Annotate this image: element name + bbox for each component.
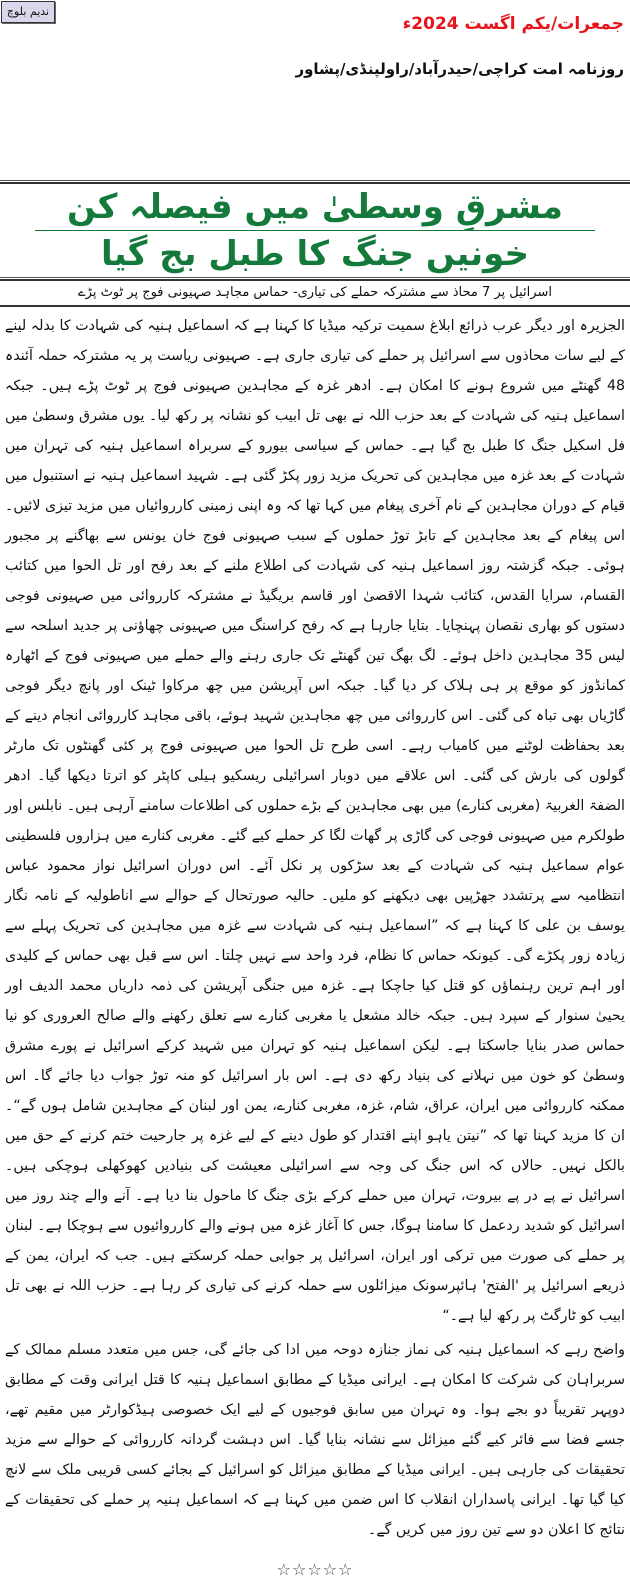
headline-line-2: خونیں جنگ کا طبل بج گیا	[101, 234, 529, 274]
page-header	[0, 0, 630, 180]
headline-line-1: مشرقِ وسطیٰ میں فیصلہ کن	[67, 187, 563, 227]
article-body	[0, 307, 630, 1545]
article-paragraph: واضح رہے کہ اسماعیل ہنیہ کی نماز جنازہ دوحہ میں ادا کی جائے گی، جس میں متعدد مسلم ممالک کے سربراہان کی شرکت کا امکان ہے۔ ایرانی میڈیا کے مطابق اسماعیل ہنیہ کا قتل ایرانی وقت کے مطابق دوپہر تقریباً دو بجے ہوا۔ وہ تہران میں سابق فوجیوں کے لیے ایک خصوصی ہیڈکوارٹر میں مقیم تھے، جسے فضا سے فائر کیے گئے میزائل سے نشانہ بنایا گیا۔ اس دہشت گردانہ کارروائی کے حوالے سے مزید تحقیقات کی جارہی ہیں۔ ایرانی میڈیا کے مطابق میزائل کو اسرائیل کے بجائے کسی قریبی ملک سے لانچ کیا گیا تھا۔ ایرانی پاسداران انقلاب کا اس ضمن میں کہنا ہے کہ اسماعیل ہنیہ پر حملے کی تحقیقات کے نتائج کا اعلان دو سے تین روز میں کریں گے۔	[5, 1342, 625, 1538]
article-paragraph: الجزیرہ اور دیگر عرب ذرائع ابلاغ سمیت ترکیہ میڈیا کا کہنا ہے کہ اسماعیل ہنیہ کی شہادت کا بدلہ لینے کے لیے سات محاذوں سے اسرائیل پر حملے کی تیاری جاری ہے۔ صہیونی ریاست پر یہ مشترکہ حملہ آئندہ 48 گھنٹے میں شروع ہونے کا امکان ہے۔ ادھر غزہ کے مجاہدین صہیونی فوج پر ٹوٹ پڑے ہیں۔ جبکہ اسماعیل ہنیہ کی شہادت کے بعد حزب اللہ نے بھی تل ابیب کو نشانہ پر رکھ لیا۔ یوں مشرق وسطیٰ میں فل اسکیل جنگ کا طبل بج گیا ہے۔ حماس کے سیاسی بیورو کے سربراہ اسماعیل ہنیہ کی تہران میں شہادت کے بعد غزہ میں مجاہدین کی تحریک مزید زور پکڑ گئی ہے۔ شہید اسماعیل ہنیہ نے استنبول میں قیام کے دوران مجاہدین کے نام آخری پیغام میں کہا تھا کہ وہ اپنی زمینی کارروائیاں میں مزید تیزی لائیں۔ اس پیغام کے بعد مجاہدین کے تابڑ توڑ حملوں کے سبب صہیونی فوج خان یونس سے بھاگنے پر مجبور ہوئی۔ جبکہ گزشتہ روز اسماعیل ہنیہ کی شہادت کی اطلاع ملنے کے بعد رفح اور تل الحوا میں کتائب القسام، سرایا القدس، کتائب شہدا الاقصیٰ اور قاسم بریگیڈ نے مشترکہ کارروائی میں صہیونی فوجی دستوں کو بھاری نقصان پہنچایا۔ بتایا جارہا ہے کہ رفح کراسنگ میں صہیونی چھاؤنی پر جدید اسلحہ سے لیس 35 مجاہدین داخل ہوئے۔ لگ بھگ تین گھنٹے تک جاری رہنے والے حملے میں صہیونی فوج کے اٹھارہ کمانڈوز کو موقع پر ہی ہلاک کر دیا گیا۔ جبکہ اس آپریشن میں چھ مرکاوا ٹینک اور پانچ دیگر فوجی گاڑیاں بھی تباہ کی گئی۔ اس کارروائی میں چھ مجاہدین شہید ہوئے، باقی مجاہد کارروائی انجام دینے کے بعد بحفاظت لوٹنے میں کامیاب رہے۔ اسی طرح تل الحوا میں صہیونی فوج پر کئی گھنٹوں تک مارٹر گولوں کی بارش کی گئی۔ اس علاقے میں دوبار اسرائیلی ریسکیو ہیلی کاپٹر کو اترتا دیکھا گیا۔ ادھر الضفۃ الغربیۃ (مغربی کنارے) میں بھی مجاہدین کے بڑے حملوں کی اطلاعات سامنے آرہی ہیں۔ نابلس اور طولکرم میں صہیونی فوجی کی گاڑی پر گھات لگا کر حملے کیے گئے۔ مغربی کنارے میں ہزاروں فلسطینی عوام سماعیل ہنیہ کی شہادت کے بعد سڑکوں پر نکل آئے۔ اس دوران اسرائیل نواز محمود عباس انتظامیہ سے پرتشدد جھڑپیں بھی دیکھنے کو ملیں۔ حالیہ صورتحال کے حوالے سے اناطولیہ کے نامہ نگار یوسف بن علی کا کہنا ہے کہ ”اسماعیل ہنیہ کی شہادت سے غزہ میں مجاہدین کی تحریک پہلے سے زیادہ زور پکڑے گی۔ کیونکہ حماس کا نظام، فرد واحد سے نہیں چلتا۔ اس سے قبل بھی حماس کے کلیدی اور اہم ترین رہنماؤں کو قتل کیا جاچکا ہے۔ غزہ میں جنگی آپریشن کی ذمہ داریاں محمد الدیف اور یحییٰ سنوار کے سپرد ہیں۔ جبکہ خالد مشعل یا مغربی کنارے سے تعلق رکھنے والے صالح العروری کو نیا حماس صدر بنایا جاسکتا ہے۔ لیکن اسماعیل ہنیہ کو تہران میں شہید کرکے اسرائیل نے پورے مشرق وسطیٰ کو خون میں نہلانے کی بنیاد رکھ دی ہے۔ اس بار اسرائیل کو منہ توڑ جواب دیا جائے گا۔ اس ممکنہ کارروائی میں ایران، عراق، شام، غزہ، مغربی کنارے، یمن اور لبنان کے مجاہدین شامل ہوں گے“۔ ان کا مزید کہنا تھا کہ ”نیتن یاہو اپنے اقتدار کو طول دینے کے لیے غزہ پر جارحیت ختم کرنے کے حق میں بالکل نہیں۔ حالاں کہ اس جنگ کی وجہ سے اسرائیلی معیشت کی بنیادیں کھوکھلی ہوچکی ہیں۔ اسرائیل نے پے در پے بیروت، تہران میں حملے کرکے بڑی جنگ کا ماحول بنا دیا ہے۔ آنے والے چند روز میں اسرائیل کو شدید ردعمل کا سامنا ہوگا، جس کا آغاز غزہ میں ہونے والے کارروائیوں سے ہوچکا ہے۔ لبنان پر حملے کی صورت میں ترکی اور ایران، اسرائیل پر جوابی حملہ کرسکتے ہیں۔ جب کہ ایران، یمن کے ذریعے اسرائیل پر 'الفتح' ہائپرسونک میزائلوں سے حملہ کرنے کی تیاری کر رہا ہے۔ حزب اللہ نے بھی تل ابیب کو ٹارگٹ پر رکھ لیا ہے۔“	[5, 318, 626, 1324]
divider	[0, 180, 630, 181]
publication-date: جمعرات/یکم اگست 2024ء	[402, 14, 624, 34]
end-mark-stars: ☆☆☆☆☆	[276, 1560, 354, 1579]
author-button[interactable]: ندیم بلوچ	[1, 1, 55, 23]
divider	[0, 277, 630, 278]
subheadline: اسرائیل پر 7 محاذ سے مشترکہ حملے کی تیاری- حماس مجاہد صہیونی فوج پر ٹوٹ پڑے	[78, 285, 552, 300]
newspaper-source: روزنامہ امت کراچی/حیدرآباد/راولپنڈی/پشاور	[295, 60, 624, 78]
